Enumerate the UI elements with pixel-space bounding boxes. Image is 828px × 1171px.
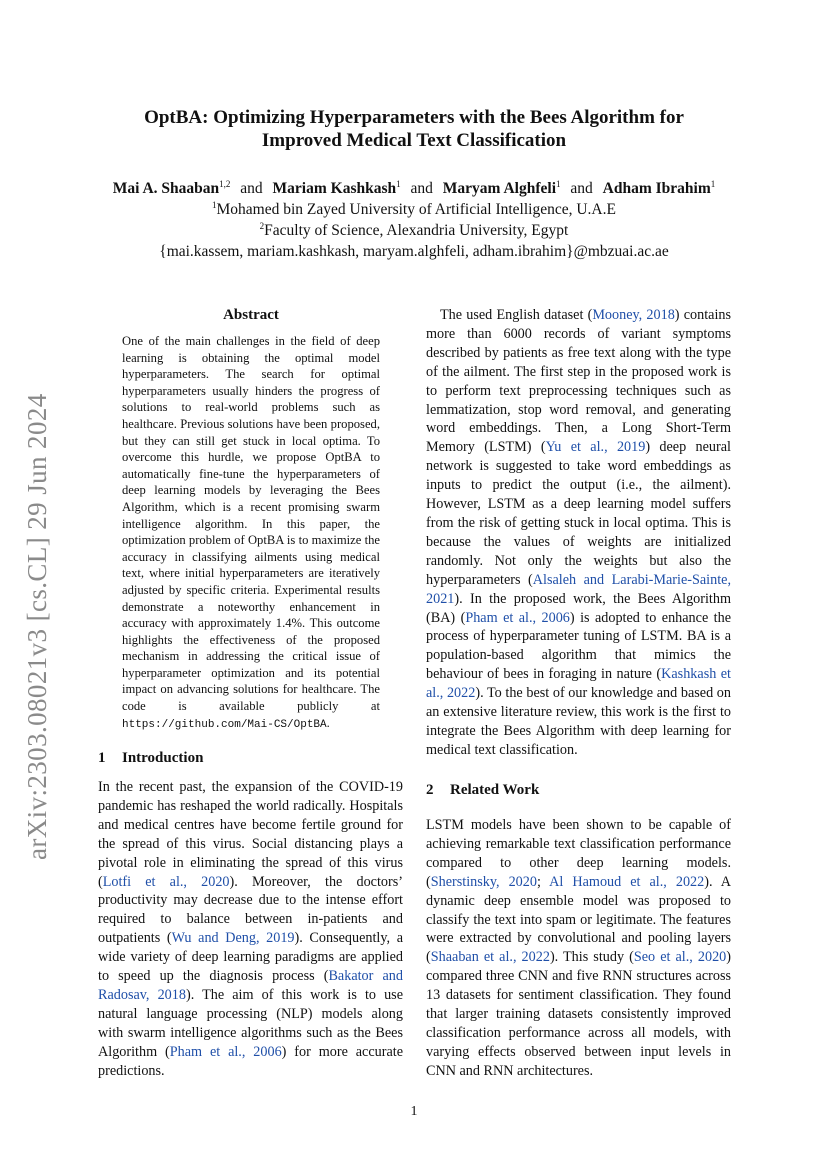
title-line-2: Improved Medical Text Classification <box>261 130 567 151</box>
citation-link[interactable]: Bakator and Radosav, 2018 <box>98 968 403 1003</box>
body-text: ) for more accurate predictions. <box>98 1043 404 1079</box>
author-emails: {mai.kassem, mariam.kashkash, maryam.alghfeli, adham.ibrahim}@mbzuai.ac.ae <box>159 243 669 260</box>
citation-link[interactable]: Pham et al., 2006 <box>169 1043 282 1060</box>
title-line-1: OptBA: Optimizing Hyperparameters with the Bees Algorithm for <box>144 107 684 128</box>
citation-link[interactable]: Yu et al., 2019 <box>545 439 646 456</box>
citation-link[interactable]: Lotfi et al., 2020 <box>102 873 230 890</box>
body-text: ). Consequently, a wide variety of deep learning paradigms are applied to speed up the diagnosis process ( <box>98 930 403 985</box>
related-work-paragraph <box>426 816 731 1081</box>
author-separator: and <box>570 180 593 197</box>
abstract-text: One of the main challenges in the field of deep learning is obtaining the optimal model hyperparameters. The search for optimal hyperparameters usually hinders the progress of solutions to real-world problems such as healthcare. Previous solutions have been proposed, but they can still get stuck in local optima. To overcome this hurdle, we propose OptBA to automatically fine-tune the hyperparameters of deep learning models by leveraging the Bees Algorithm, which is a recent promising swarm intelligence algorithm. In this paper, the optimization problem of OptBA is to maximize the accuracy in classifying ailments using medical text, where initial hyperparameters are iteratively adjusted by specific criteria. Experimental results demonstrate a noteworthy enhancement in accuracy with approximately 1.4%. This outcome highlights the effectiveness of the proposed mechanism in addressing the critical issue of hyperparameter optimization and its potential impact on advancing solutions for healthcare. The code is available publicly at <box>122 334 380 714</box>
author-separator: and <box>410 180 433 197</box>
author-affiliation-mark: 1 <box>556 178 561 189</box>
affiliation-mark: 2 <box>259 220 265 231</box>
author-name: Mai A. Shaaban <box>112 180 220 197</box>
affiliation-text: Faculty of Science, Alexandria University, Egypt <box>264 222 569 239</box>
author-affiliation-mark: 1 <box>710 178 716 189</box>
body-text: ; <box>536 873 550 890</box>
citation-link[interactable]: Pham et al., 2006 <box>465 609 570 626</box>
body-text: ). The aim of this work is to use natural language processing (NLP) models along with swarm intelligence algorithms such as the Bees Algorithm ( <box>98 986 404 1060</box>
affiliation-2 <box>40 220 788 241</box>
body-text: ) contains more than 6000 records of variant symptoms described by patients as free text along with the type of the ailment. The first step in the proposed work is to perform text preprocessing techniques such as lemmatization, stop word removal, and generating word embeddings. Then, a Long Short-Term Memory (LSTM) ( <box>426 307 731 456</box>
citation-link[interactable]: Kashkash et al., 2022 <box>426 666 731 702</box>
abstract-end: . <box>326 715 330 730</box>
body-text: ). Moreover, the doctors’ productivity may decrease due to the intense effort required to balance between in-patients and outpatients ( <box>98 873 403 947</box>
author-name: Maryam Alghfeli <box>442 180 556 197</box>
author-affiliation-mark: 1 <box>396 178 401 189</box>
body-text: ) deep neural network is suggested to take word embeddings as inputs to predict the output (i.e., the ailment). However, LSTM as a deep learning model suffers from the risk of getting stuck in local optima. This is because the values of weights are initialized randomly. Not only the weights but also the hyperparameters ( <box>426 439 731 588</box>
citation-link[interactable]: Al Hamoud et al., 2022 <box>549 873 705 890</box>
section-number: 1 <box>98 750 106 766</box>
affiliation-text: Mohamed bin Zayed University of Artificial Intelligence, U.A.E <box>216 201 616 218</box>
citation-link[interactable]: Sherstinsky, 2020 <box>430 873 537 890</box>
paper-title <box>60 106 768 152</box>
author-block <box>40 178 788 262</box>
body-text: ). To the best of our knowledge and based on an extensive literature review, this work is the first to integrate the Bees Algorithm with deep learning for medical text classification. <box>426 685 731 758</box>
citation-link[interactable]: Alsaleh and Larabi-Marie-Sainte, 2021 <box>426 571 731 607</box>
body-text: ). In the proposed work, the Bees Algorithm (BA) ( <box>426 590 731 626</box>
dataset-paragraph <box>426 306 731 760</box>
abstract-body <box>122 333 380 733</box>
body-text: LSTM models have been shown to be capable of achieving remarkable text classification performance compared to other deep learning models. ( <box>426 817 731 890</box>
author-list <box>40 178 788 199</box>
citation-link[interactable]: Wu and Deng, 2019 <box>171 930 295 947</box>
body-text: ). A dynamic deep ensemble model was proposed to classify the text into spam or legitimate. The features were extracted by convolutional and pooling layers ( <box>426 873 731 966</box>
body-text: ) compared three CNN and five RNN structures across 13 datasets for sentiment classification. They found that larger training datasets consistently improved classification performance across all models, with varying effects observed between input levels in CNN and RNN architectures. <box>426 949 731 1079</box>
abstract-heading: Abstract <box>223 307 279 323</box>
body-text: ). This study ( <box>549 949 634 966</box>
author-separator: and <box>240 180 263 197</box>
body-text: In the recent past, the expansion of the COVID-19 pandemic has reshaped the world radically. Hospitals and medical centres have become fertile ground for the spread of this virus. Social distancing plays a pivotal role in eliminating the spread of this virus ( <box>98 779 403 890</box>
citation-link[interactable]: Mooney, 2018 <box>592 307 675 323</box>
citation-link[interactable]: Seo et al., 2020 <box>633 949 727 966</box>
author-name: Mariam Kashkash <box>272 180 397 197</box>
introduction-paragraph <box>98 778 403 1081</box>
section-heading-introduction <box>98 749 203 767</box>
citation-link[interactable]: Shaaban et al., 2022 <box>430 949 550 966</box>
code-url-link[interactable]: https://github.com/Mai-CS/OptBA <box>122 718 327 731</box>
section-number: 2 <box>426 782 434 798</box>
author-name: Adham Ibrahim <box>602 180 711 197</box>
section-title: Introduction <box>122 750 204 766</box>
arxiv-identifier: arXiv:2303.08021v3 [cs.CL] 29 Jun 2024 <box>22 393 52 860</box>
section-heading-related-work <box>426 781 539 799</box>
author-affiliation-mark: 1,2 <box>219 178 231 189</box>
affiliation-mark: 1 <box>212 199 217 210</box>
body-text: The used English dataset ( <box>440 307 593 323</box>
page-number: 1 <box>410 1104 418 1119</box>
section-title: Related Work <box>450 782 540 798</box>
affiliation-1 <box>40 199 788 220</box>
body-text: ) is adopted to enhance the process of hyperparameter tuning of LSTM. BA is a population-based algorithm that mimics the behaviour of bees in foraging in nature ( <box>426 609 732 683</box>
